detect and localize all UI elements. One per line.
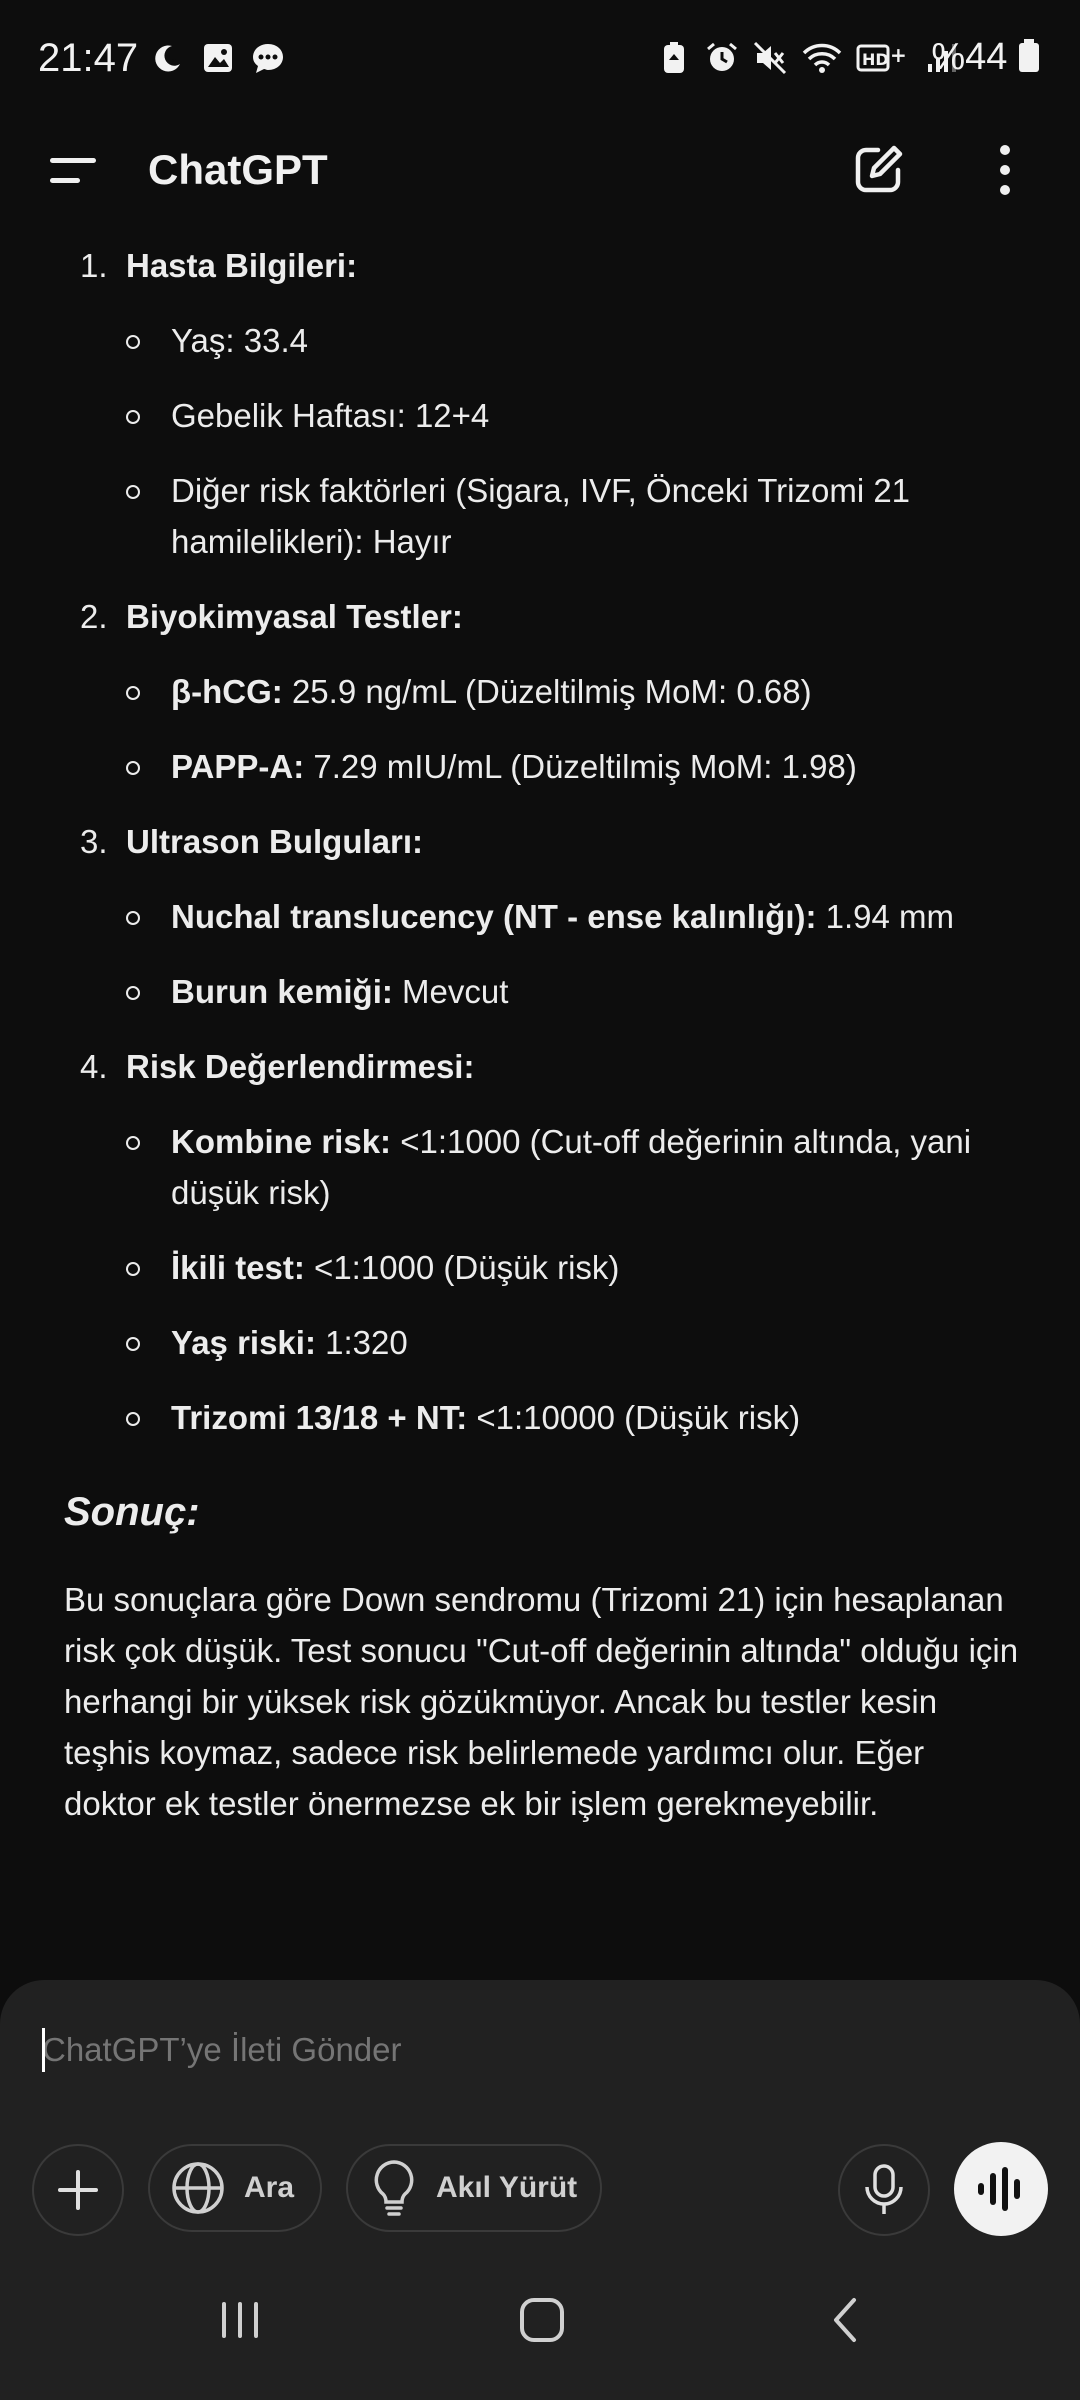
battery-percent: %44 [931,36,1008,78]
section-number: 3. [80,823,108,860]
sub-list [126,1116,1024,1443]
moon-icon [150,40,186,76]
list-item-text: Diğer risk faktörleri (Sigara, IVF, Önceki Trizomi 21 hamilelikleri): Hayır [171,472,911,560]
list-item-text: <1:10000 (Düşük risk) [467,1399,801,1436]
list-item [126,1116,1024,1218]
svg-text:HD: HD [862,50,889,69]
section-heading: Biyokimyasal Testler: [126,598,463,635]
reason-button[interactable] [346,2144,602,2232]
section-heading: Hasta Bilgileri: [126,247,358,284]
lightbulb-icon [370,2158,418,2218]
section-number: 1. [80,247,108,284]
list-item [126,390,1024,441]
list-item [126,1242,1024,1293]
numbered-section [64,240,1024,567]
list-item-label: Burun kemiği: [171,973,393,1010]
numbered-section [64,1041,1024,1443]
list-item [126,1317,1024,1368]
battery-saver-icon [656,40,692,76]
globe-icon [170,2160,226,2216]
list-item [126,741,1024,792]
home-icon[interactable] [512,2290,572,2350]
alarm-icon [704,40,740,76]
list-item [126,891,1024,942]
svg-text:z: z [171,57,176,67]
result-heading: Sonuç: [64,1490,200,1534]
hd-icon [856,40,912,76]
battery-icon [1018,39,1040,73]
chat-bubble-icon [250,40,286,76]
app-title: ChatGPT [148,146,328,193]
sub-list [126,891,1024,1017]
section-heading: Ultrason Bulguları: [126,823,424,860]
numbered-section [64,816,1024,1017]
list-item-text: <1:1000 (Düşük risk) [304,1249,620,1286]
list-item-label: Nuchal translucency (NT - ense kalınlığı): [171,898,817,935]
result-paragraph: Bu sonuçlara göre Down sendromu (Trizomi 21) için hesaplanan risk çok düşük. Test sonucu "Cut-off değerinin altında" olduğu için herhangi bir yüksek risk gözükmüyor. Ancak bu testler kesin teşhis koymaz, sadece risk belirlemede yardımcı olur. Eğer doktor ek testler önermezse ek bir işlem gerekmeyebilir. [64,1581,1019,1822]
list-item-label: PAPP-A: [171,748,305,785]
microphone-icon [862,2163,906,2217]
section-number: 2. [80,598,108,635]
system-nav-bar [0,2240,1080,2400]
attach-button[interactable] [32,2144,124,2236]
list-item [126,1392,1024,1443]
status-time: 21:47 [38,36,139,80]
list-item-label: Yaş riski: [171,1324,316,1361]
gallery-icon [200,40,236,76]
list-item [126,966,1024,1017]
more-options-icon[interactable] [990,142,1020,198]
search-button[interactable] [148,2144,322,2232]
recent-apps-icon[interactable] [210,2290,270,2350]
list-item-label: Trizomi 13/18 + NT: [171,1399,468,1436]
list-item [126,315,1024,366]
list-item-label: İkili test: [171,1249,305,1286]
status-left-icons [150,40,286,76]
assistant-message [64,240,1024,1829]
back-icon[interactable] [816,2290,876,2350]
mute-icon [752,40,788,76]
numbered-section [64,591,1024,792]
voice-mode-button[interactable] [954,2142,1048,2236]
text-caret [42,2028,45,2072]
wifi-icon [800,40,844,76]
svg-text:+: + [890,43,907,67]
app-header [0,120,1080,220]
list-item-text: 1.94 mm [816,898,955,935]
message-input[interactable] [40,2022,1024,2078]
list-item-text: Gebelik Haftası: 12+4 [171,397,490,434]
list-item-label: Kombine risk: [171,1123,392,1160]
status-bar [0,0,1080,120]
message-composer [0,1980,1080,2240]
new-chat-icon[interactable] [852,142,906,196]
sub-list [126,666,1024,792]
search-label: Ara [244,2171,295,2204]
list-item-label: β-hCG: [171,673,283,710]
list-item-text: 25.9 ng/mL (Düzeltilmiş MoM: 0.68) [282,673,812,710]
section-heading: Risk Değerlendirmesi: [126,1048,475,1085]
list-item-text: <1:1000 (Cut-off değerinin altında, yani düşük risk) [171,1123,972,1211]
microphone-button[interactable] [838,2144,930,2236]
list-item [126,666,1024,717]
list-item-text: Mevcut [392,973,509,1010]
status-right-icons [656,40,960,76]
waveform-icon [974,2165,1028,2213]
section-number: 4. [80,1048,108,1085]
list-item-text: Yaş: 33.4 [171,322,308,359]
menu-icon[interactable] [48,152,98,188]
list-item-text: 1:320 [315,1324,408,1361]
plus-icon [56,2168,100,2212]
sub-list [126,315,1024,567]
list-item-text: 7.29 mIU/mL (Düzeltilmiş MoM: 1.98) [304,748,857,785]
reason-label: Akıl Yürüt [436,2171,578,2204]
list-item [126,465,1024,567]
battery-level [931,36,1040,79]
